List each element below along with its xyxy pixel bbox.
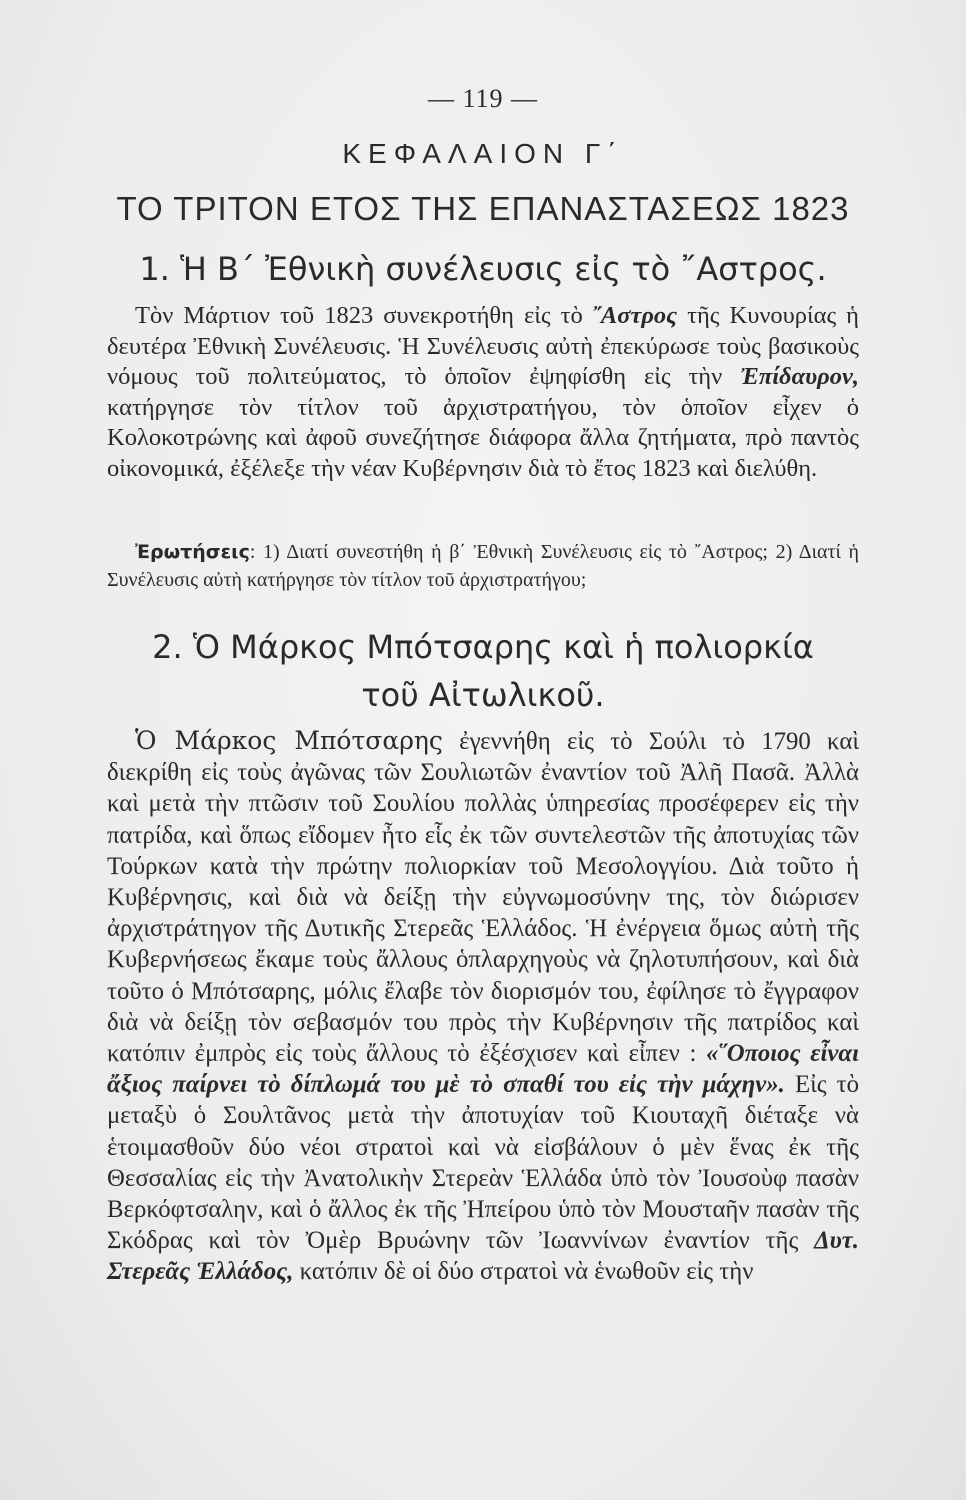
section-2-title-line-2: τοῦ Αἰτωλικοῦ.: [361, 676, 605, 714]
place-epidavros: Ἐπίδαυρον,: [740, 363, 859, 390]
place-dytiki-sterea: Δυτ. Στερεᾶς Ἑλλάδος,: [107, 1227, 859, 1286]
section-1-title: 1. Ἡ Β΄ Ἐθνικὴ συνέλευσις εἰς τὸ ῎Αστρος.: [139, 250, 827, 288]
text-run: ἐγεννήθη εἰς τὸ Σούλι τὸ 1790 καὶ διεκρίθη εἰς τοὺς ἀγῶνας τῶν Σουλιωτῶν ἐναντίον τοῦ Ἀλῆ Πασᾶ. Ἀλλὰ καὶ μετὰ τὴν πτῶσιν τοῦ Σουλίου πολλὰς ὑπηρεσίας προσέφερεν εἰς τὴν πατρίδα, καὶ ὅπως εἴδομεν ἦτο εἷς ἐκ τῶν συντελεστῶν τῆς ἀποτυχίας τῶν Τούρκων κατὰ τὴν πρώτην πολιορκίαν τοῦ Μεσολογγίου. Διὰ τοῦτο ἡ Κυβέρνησις, καὶ διὰ νὰ δείξῃ τὴν εὐγνωμοσύνην της, τὸν διώρισεν ἀρχιστράτηγον τῆς Δυτικῆς Στερεᾶς Ἑλλάδος. Ἡ ἐνέργεια ὅμως αὐτὴ τῆς Κυβερνήσεως ἔκαμε τοὺς ἄλλους ὁπλαρχηγοὺς νὰ ζηλοτυπήσουν, καὶ διὰ τοῦτο ὁ Μπότσαρης, μόλις ἔλαβε τὸν διορισμόν του, ἐφίλησε τὸ ἔγγραφον διὰ νὰ δείξῃ τὸν σεβασμόν του πρὸς τὴν Κυβέρνησιν τῆς πατρίδος καὶ κατόπιν ἐμπρὸς εἰς τοὺς ἄλλους τὸ ἐξέσχισεν καὶ εἶπεν :: [107, 728, 859, 1068]
text-run: Τὸν Μάρτιον τοῦ 1823 συνεκροτήθη εἰς τὸ: [135, 302, 593, 329]
botsaris-quote: «῞Οποιος εἶναι ἄξιος παίρνει τὸ δίπλωμά του μὲ τὸ σπαθί του εἰς τὴν μάχην».: [107, 1040, 859, 1099]
page-number: — 119 —: [427, 84, 539, 113]
text-run: κατόπιν δὲ οἱ δύο στρατοὶ νὰ ἑνωθοῦν εἰς τὴν: [293, 1258, 754, 1286]
chapter-heading: ΚΕΦΑΛΑΙΟΝ Γ΄: [342, 138, 624, 169]
questions-label: Ἐρωτήσεις: [135, 541, 250, 563]
part-title: ΤΟ ΤΡΙΤΟΝ ΕΤΟΣ ΤΗΣ ΕΠΑΝΑΣΤΑΣΕΩΣ 1823: [116, 190, 850, 227]
text-run: κατήργησε τὸν τίτλον τοῦ ἀρχιστρατήγου, τὸν ὁποῖον εἶχεν ὁ Κολοκοτρώνης καὶ ἀφοῦ συνεζήτησε διάφορα ἄλλα ζητήματα, πρὸ παντὸς οἰκονομικά, ἐξέλεξε τὴν νέαν Κυβέρνησιν διὰ τὸ ἔτος 1823 καὶ διελύθη.: [107, 393, 859, 482]
text-run: Εἰς τὸ μεταξὺ ὁ Σουλτᾶνος μετὰ τὴν ἀποτυχίαν τοῦ Κιουταχῆ διέταξε νὰ ἑτοιμασθοῦν δύο νέοι στρατοὶ καὶ νὰ εἰσβάλουν ὁ μὲν ἕνας ἐκ τῆς Θεσσαλίας εἰς τὴν Ἀνατολικὴν Στερεὰν Ἑλλάδα ὑπὸ τὸν Ἰουσοὺφ πασὰν Βερκόφτσαλην, καὶ ὁ ἄλλος ἐκ τῆς Ἠπείρου ὑπὸ τὸν Μουσταῆν πασὰν τῆς Σκόδρας καὶ τὸν Ὀμὲρ Βρυώνην τῶν Ἰωαννίνων ἐναντίον τῆς: [107, 1071, 859, 1255]
place-astros: ῎Αστρος: [592, 302, 678, 329]
text-run: τῆς Κυνουρίας ἡ δευτέρα Ἐθνικὴ Συνέλευσις. Ἡ Συνέλευσις αὐτὴ ἐπεκύρωσε τοὺς βασικοὺς νόμους τοῦ πολιτεύματος, τὸ ὁποῖον ἐψηφίσθη εἰς τὴν: [107, 302, 859, 390]
section-2-title-line-1: 2. Ὁ Μάρκος Μπότσαρης καὶ ἡ πολιορκία: [152, 628, 814, 666]
lead-name: Ὁ Μάρκος Μπότσαρης: [135, 726, 443, 755]
questions-paragraph: [107, 538, 859, 594]
section-1-paragraph: [107, 301, 859, 484]
section-2-paragraph: [107, 725, 859, 1288]
questions-text: : 1) Διατί συνεστήθη ἡ β΄ Ἐθνικὴ Συνέλευσις εἰς τὸ ῎Αστρος; 2) Διατί ἡ Συνέλευσις αὐτὴ κατήργησε τὸν τίτλον τοῦ ἀρχιστρατήγου;: [107, 541, 859, 591]
